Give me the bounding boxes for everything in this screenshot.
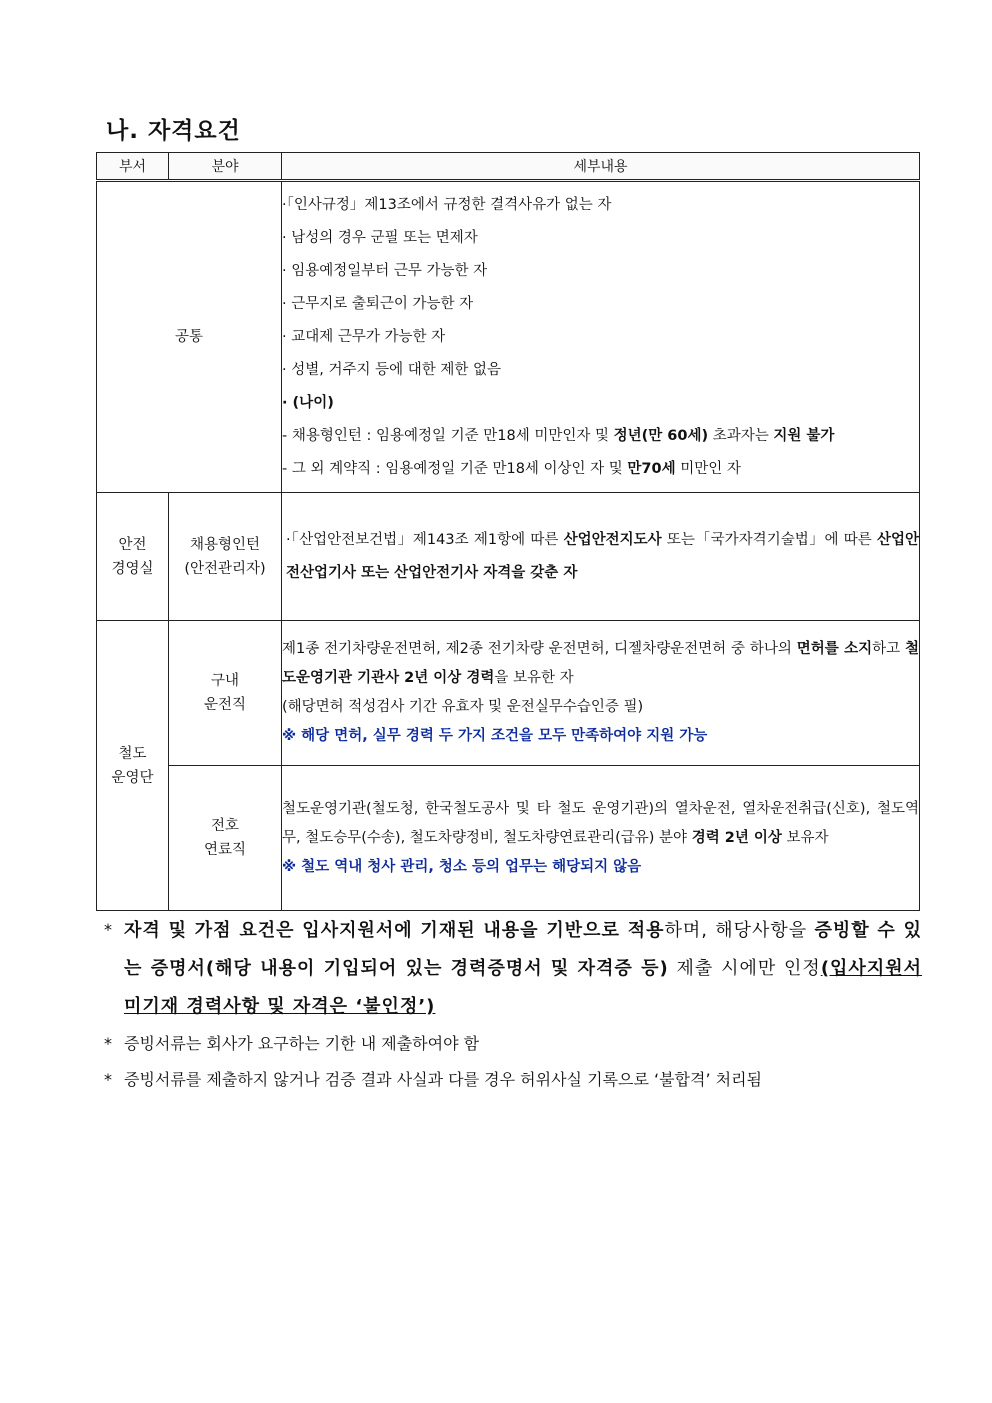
driver-requirement: [282, 635, 919, 693]
footnote-2-text: 증빙서류는 회사가 요구하는 기한 내 제출하여야 함: [124, 1034, 480, 1053]
safety-requirement: [282, 524, 919, 590]
age-intern-text: - 채용형인턴 : 임용예정일 기준 만18세 미만인자 및: [282, 427, 614, 444]
driver-field-line: 구내: [210, 673, 239, 689]
footnote-1-emphasis: 자격 및 가점 요건은 입사지원서에 기재된 내용을 기반으로 적용: [124, 920, 665, 941]
safety-text: ·「산업안전보건법」제143조 제1항에 따른: [286, 531, 564, 548]
header-department: 부서: [97, 153, 169, 181]
footnote-1: [104, 912, 922, 1026]
driver-field: [169, 621, 282, 766]
common-details: [282, 181, 920, 493]
age-intern-retirement: 정년(만 60세): [613, 427, 709, 444]
common-bullet: · 성별, 거주지 등에 대한 제한 없음: [282, 361, 501, 378]
safety-department-line: 경영실: [111, 560, 154, 577]
table-header-row: [97, 153, 920, 181]
signal-field: [169, 766, 282, 911]
common-bullet-age: · (나이): [282, 394, 334, 411]
driver-text: 하고: [872, 641, 905, 657]
age-other-text: - 그 외 계약직 : 임용예정일 기준 만18세 이상인 자 및: [282, 460, 628, 477]
table-row-driver: [97, 621, 920, 766]
driver-text: 제1종 전기차량운전면허, 제2종 전기차량 운전면허, 디젤차량운전면허 중 하나의: [282, 641, 797, 657]
safety-certification: 산업안전산업기사 또는 산업안전기사 자격을 갖춘 자: [286, 531, 919, 581]
age-intern-line: [282, 420, 919, 453]
signal-field-line: 연료직: [203, 842, 247, 858]
footnote-1-plain: 제출 시에만 인정: [668, 958, 821, 979]
table-row-safety: [97, 493, 920, 621]
common-bullet: · 근무지로 출퇴근이 가능한 자: [282, 295, 474, 312]
railway-department-line: 철도: [118, 745, 147, 762]
age-other-line: [282, 453, 919, 486]
railway-department-line: 운영단: [111, 769, 154, 786]
footnotes: [104, 912, 922, 1098]
signal-requirement: [282, 795, 919, 853]
age-other-limit: 만70세: [627, 460, 676, 477]
signal-text: 보유자: [781, 829, 829, 846]
safety-field: [169, 493, 282, 621]
common-label: 공통: [97, 181, 282, 493]
driver-license: 면허를 소지: [796, 641, 873, 657]
safety-details: [282, 493, 920, 621]
signal-details: [282, 766, 920, 911]
header-field: 분야: [169, 153, 282, 181]
signal-text: 철도운영기관(철도청, 한국철도공사 및 타 철도 운영기관)의 열차운전, 열차운전취급(신호), 철도역무, 철도승무(수송), 철도차량정비, 철도차량연료관리(급유) 분야: [282, 800, 919, 846]
common-bullet: ·「인사규정」제13조에서 규정한 결격사유가 없는 자: [282, 196, 612, 213]
signal-note: ※ 철도 역내 청사 관리, 청소 등의 업무는 해당되지 않음: [282, 858, 642, 875]
safety-text: 또는「국가자격기술법」에 따른: [661, 531, 877, 548]
common-bullet: · 임용예정일부터 근무 가능한 자: [282, 262, 488, 279]
signal-field-line: 전호: [210, 818, 239, 834]
safety-department-line: 안전: [118, 536, 147, 553]
driver-experience: 철도운영기관 기관사 2년 이상 경력: [282, 641, 919, 686]
header-details: 세부내용: [282, 153, 920, 181]
section-heading: 나. 자격요건: [106, 118, 241, 144]
footnote-marker: *: [104, 1034, 112, 1053]
age-other-text: 미만인 자: [675, 460, 741, 477]
footnote-marker: *: [104, 1070, 112, 1089]
qualification-table: [96, 152, 920, 911]
common-bullet: · 남성의 경우 군필 또는 면제자: [282, 229, 478, 246]
table-row-signal: [97, 766, 920, 911]
railway-department: [97, 621, 169, 911]
footnote-1-plain: 하며, 해당사항을: [664, 920, 815, 941]
safety-instructor: 산업안전지도사: [563, 531, 662, 548]
safety-department: [97, 493, 169, 621]
driver-details: [282, 621, 920, 766]
age-intern-text: 초과자는: [708, 427, 774, 444]
footnote-1-underlined: (입사지원서 미기재 경력사항 및 자격은 ‘불인정’): [124, 958, 922, 1017]
footnote-1-emphasis: 증빙할 수 있는 증명서(해당 내용이 기입되어 있는 경력증명서 및 자격증 등): [124, 920, 922, 979]
footnote-3: [104, 1062, 922, 1098]
age-intern-not-eligible: 지원 불가: [773, 427, 835, 444]
footnote-3-text: 증빙서류를 제출하지 않거나 검증 결과 사실과 다를 경우 허위사실 기록으로 ‘불합격’ 처리됨: [124, 1070, 762, 1089]
common-bullet: · 교대제 근무가 가능한 자: [282, 328, 446, 345]
safety-field-line: 채용형인턴: [189, 536, 261, 553]
table-row-common: [97, 181, 920, 493]
driver-field-line: 운전직: [203, 697, 247, 713]
driver-condition: (해당면허 적성검사 기간 유효자 및 운전실무수습인증 필): [282, 699, 644, 715]
driver-text: 을 보유한 자: [494, 670, 574, 686]
safety-field-line: (안전관리자): [184, 560, 266, 577]
footnote-marker: *: [104, 920, 112, 939]
footnote-2: [104, 1026, 922, 1062]
signal-experience: 경력 2년 이상: [691, 829, 782, 846]
driver-note: ※ 해당 면허, 실무 경력 두 가지 조건을 모두 만족하여야 지원 가능: [282, 728, 708, 744]
footnote-1-text: [124, 912, 922, 1026]
